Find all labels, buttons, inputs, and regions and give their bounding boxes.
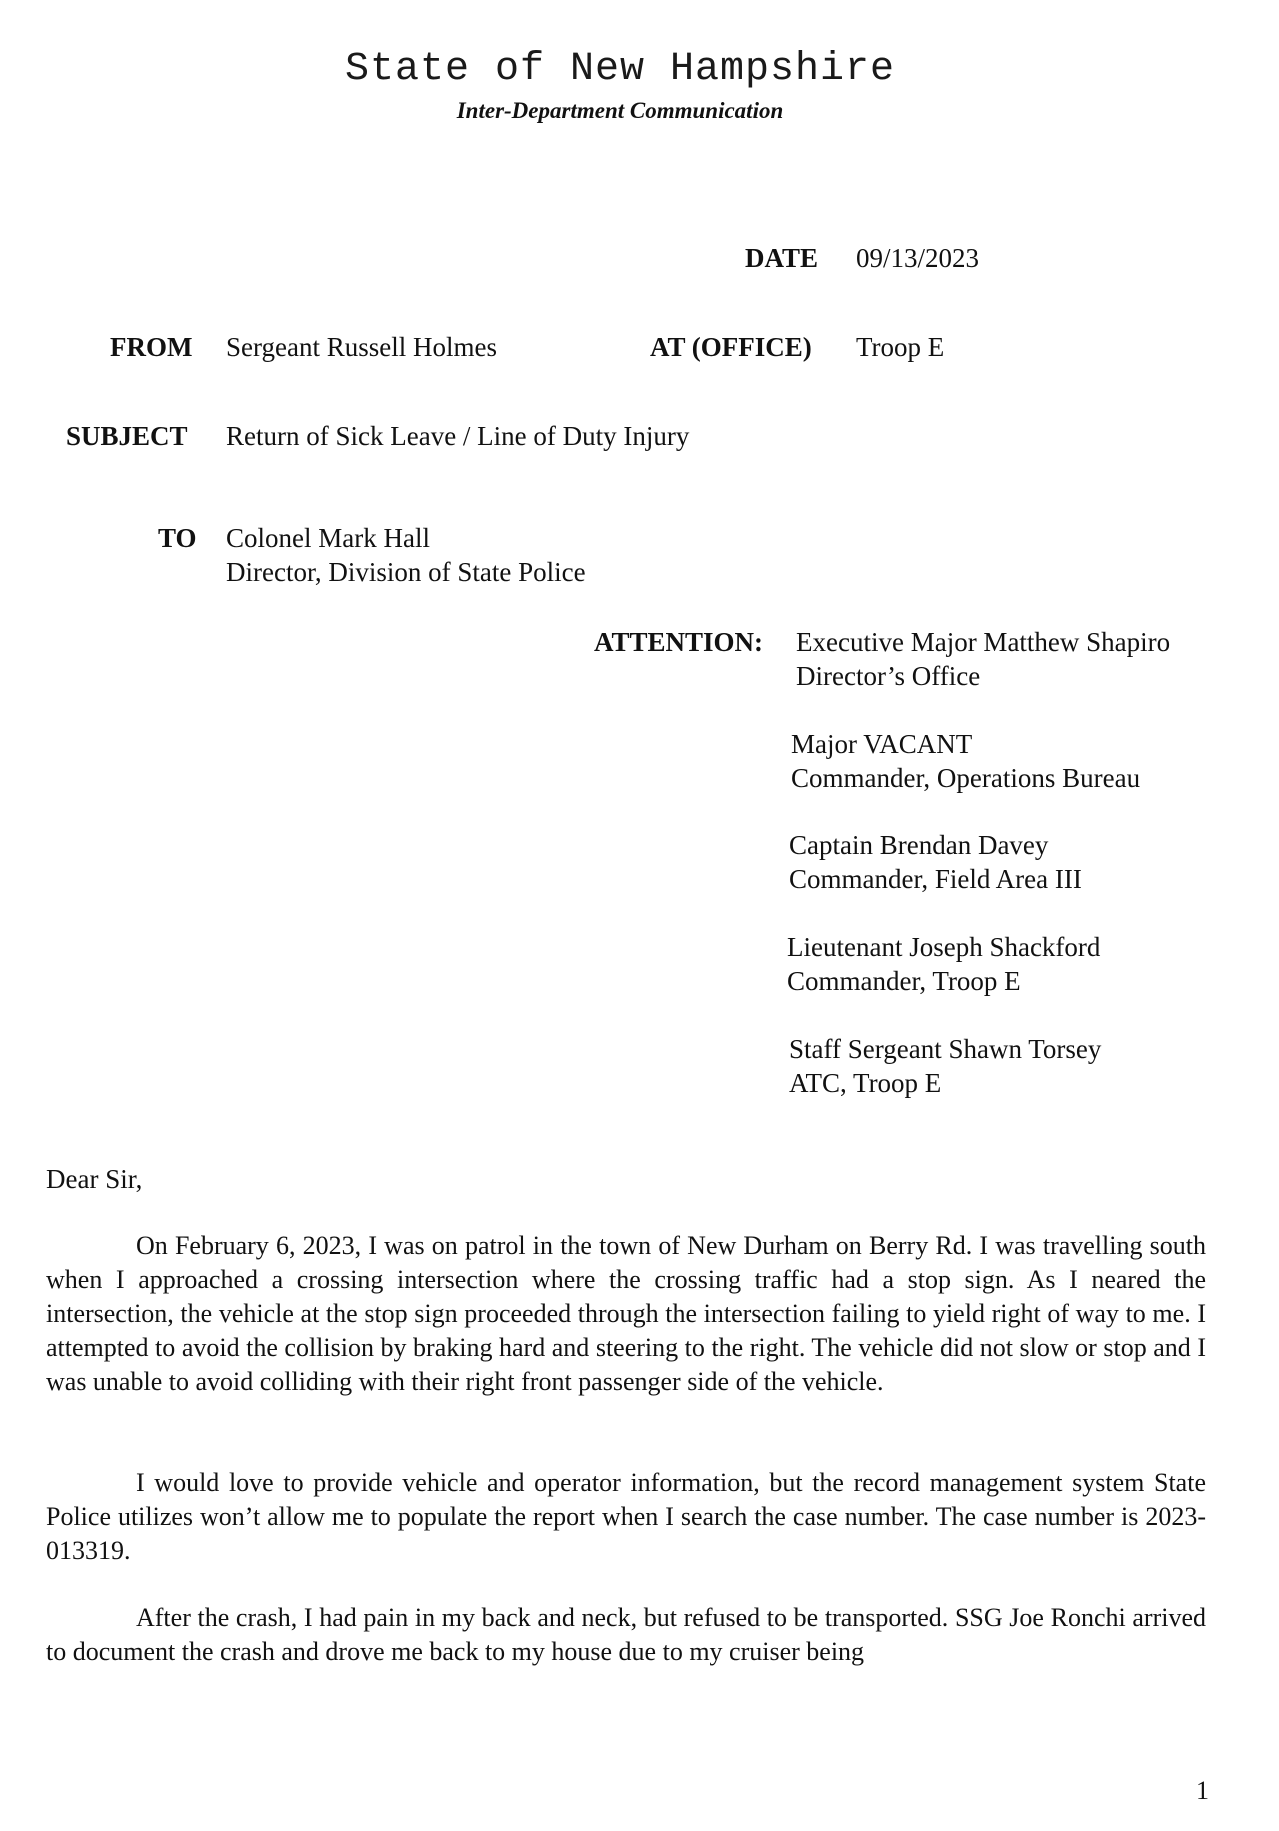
letter-body — [46, 1229, 1206, 1399]
to-title: Director, Division of State Police — [226, 557, 586, 587]
salutation: Dear Sir, — [46, 1164, 143, 1194]
to-label: TO — [158, 523, 197, 553]
attention-name: Major VACANT — [791, 729, 973, 759]
attention-name: Lieutenant Joseph Shackford — [787, 932, 1101, 962]
paragraph: I would love to provide vehicle and operator information, but the record management system State Police utilizes won’t allow me to populate the report when I search the case number. The case number is 2023-013319. — [46, 1468, 1206, 1565]
attention-title: Director’s Office — [796, 661, 981, 691]
letter-body — [46, 1601, 1206, 1669]
document-subtitle: Inter-Department Communication — [456, 98, 784, 123]
attention-title: Commander, Operations Bureau — [791, 763, 1141, 793]
subject-label: SUBJECT — [66, 421, 188, 451]
attention-name: Executive Major Matthew Shapiro — [796, 627, 1171, 657]
from-label: FROM — [110, 332, 193, 362]
attention-entry — [796, 625, 1170, 693]
paragraph: After the crash, I had pain in my back and neck, but refused to be transported. SSG Joe Ronchi arrived to document the crash and drove me back to my house due to my cruiser being — [46, 1603, 1206, 1666]
attention-entry — [789, 1032, 1101, 1100]
attention-name: Captain Brendan Davey — [789, 830, 1049, 860]
attention-entry — [787, 930, 1100, 998]
page-number: 1 — [1196, 1776, 1209, 1805]
attention-title: ATC, Troop E — [789, 1068, 942, 1098]
attention-title: Commander, Field Area III — [789, 864, 1082, 894]
attention-entry — [791, 727, 1140, 795]
office-value: Troop E — [856, 332, 945, 362]
paragraph: On February 6, 2023, I was on patrol in the town of New Durham on Berry Rd. I was travelling south when I approached a crossing intersection where the crossing traffic had a stop sign. As I neared the intersection, the vehicle at the stop sign proceeded through the intersection failing to yield right of way to me. I attempted to avoid the collision by braking hard and steering to the right. The vehicle did not slow or stop and I was unable to avoid colliding with their right front passenger side of the vehicle. — [46, 1231, 1206, 1396]
attention-entry — [789, 828, 1082, 896]
date-value: 09/13/2023 — [856, 243, 980, 273]
to-recipient — [226, 521, 586, 589]
from-value: Sergeant Russell Holmes — [226, 332, 497, 362]
attention-title: Commander, Troop E — [787, 966, 1021, 996]
to-name: Colonel Mark Hall — [226, 523, 430, 553]
state-title: State of New Hampshire — [344, 47, 896, 92]
office-label: AT (OFFICE) — [650, 332, 812, 362]
subject-value: Return of Sick Leave / Line of Duty Injury — [226, 421, 690, 451]
attention-name: Staff Sergeant Shawn Torsey — [789, 1034, 1102, 1064]
attention-label: ATTENTION: — [594, 627, 764, 657]
date-label: DATE — [745, 243, 819, 273]
letter-body — [46, 1466, 1206, 1568]
